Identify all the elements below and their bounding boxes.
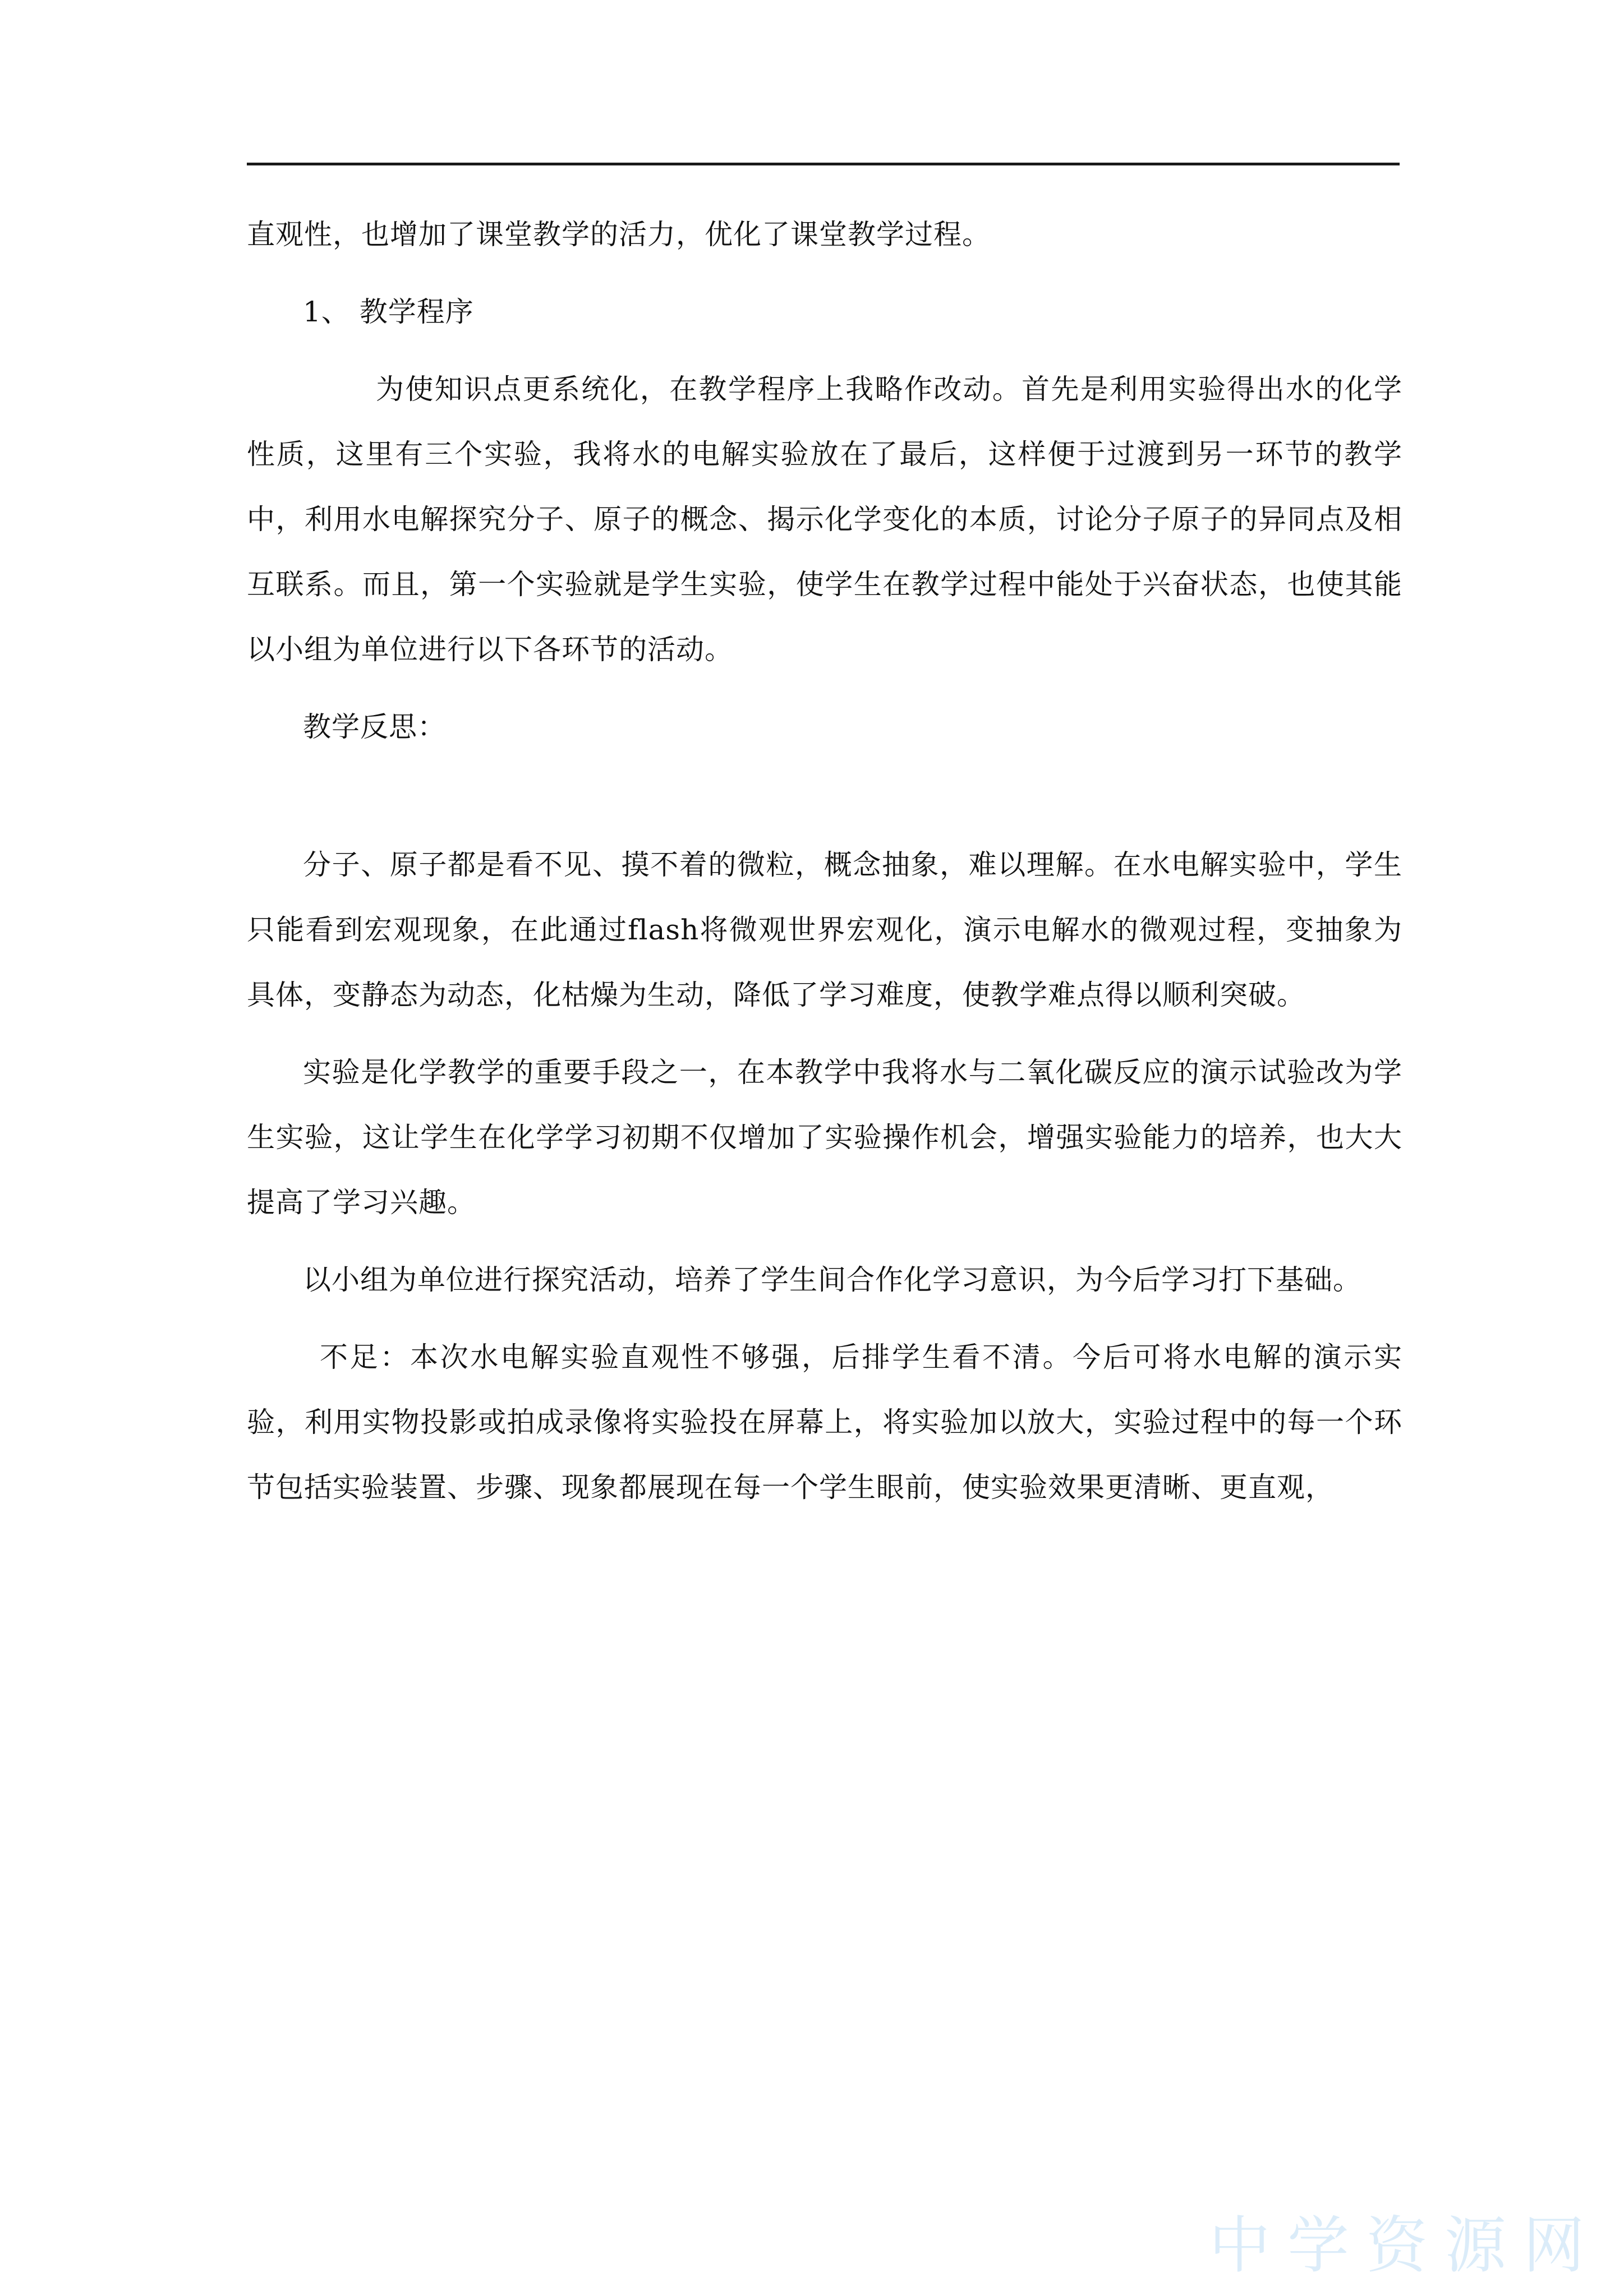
paragraph-procedure: 为使知识点更系统化，在教学程序上我略作改动。首先是利用实验得出水的化学性质，这里有三个实验，我将水的电解实验放在了最后，这样便于过渡到另一环节的教学中，利用水电解探究分子、原子的概念、揭示化学变化的本质，讨论分子原子的异同点及相互联系。而且，第一个实验就是学生实验，使学生在教学过程中能处于兴奋状态，也使其能以小组为单位进行以下各环节的活动。 xyxy=(247,373,1402,666)
paragraph-shortcomings: 不足：本次水电解实验直观性不够强，后排学生看不清。今后可将水电解的演示实验，利用实物投影或拍成录像将实验投在屏幕上，将实验加以放大，实验过程中的每一个环节包括实验装置、步骤、现象都展现在每一个学生眼前，使实验效果更清晰、更直观， xyxy=(247,1341,1402,1504)
section-heading-teaching-procedure: 1、 教学程序 xyxy=(303,296,474,328)
paragraph-reflection-flash: 分子、原子都是看不见、摸不着的微粒，概念抽象，难以理解。在水电解实验中，学生只能看到宏观现象，在此通过flash将微观世界宏观化，演示电解水的微观过程，变抽象为具体，变静态为动态，化枯燥为生动，降低了学习难度，使教学难点得以顺利突破。 xyxy=(247,849,1402,1011)
paragraph-intro: 直观性，也增加了课堂教学的活力，优化了课堂教学过程。 xyxy=(247,218,991,251)
paragraph-reflection-experiment: 实验是化学教学的重要手段之一，在本教学中我将水与二氧化碳反应的演示试验改为学生实验，这让学生在化学学习初期不仅增加了实验操作机会，增强实验能力的培养，也大大提高了学习兴趣。 xyxy=(247,1056,1402,1219)
section-heading-reflection: 教学反思： xyxy=(303,711,446,743)
header-rule xyxy=(247,163,1400,165)
paragraph-reflection-groups: 以小组为单位进行探究活动，培养了学生间合作化学习意识，为今后学习打下基础。 xyxy=(303,1264,1361,1296)
watermark-logo: 中学资源网 xyxy=(1209,2210,1602,2281)
document-body xyxy=(247,202,1402,1520)
